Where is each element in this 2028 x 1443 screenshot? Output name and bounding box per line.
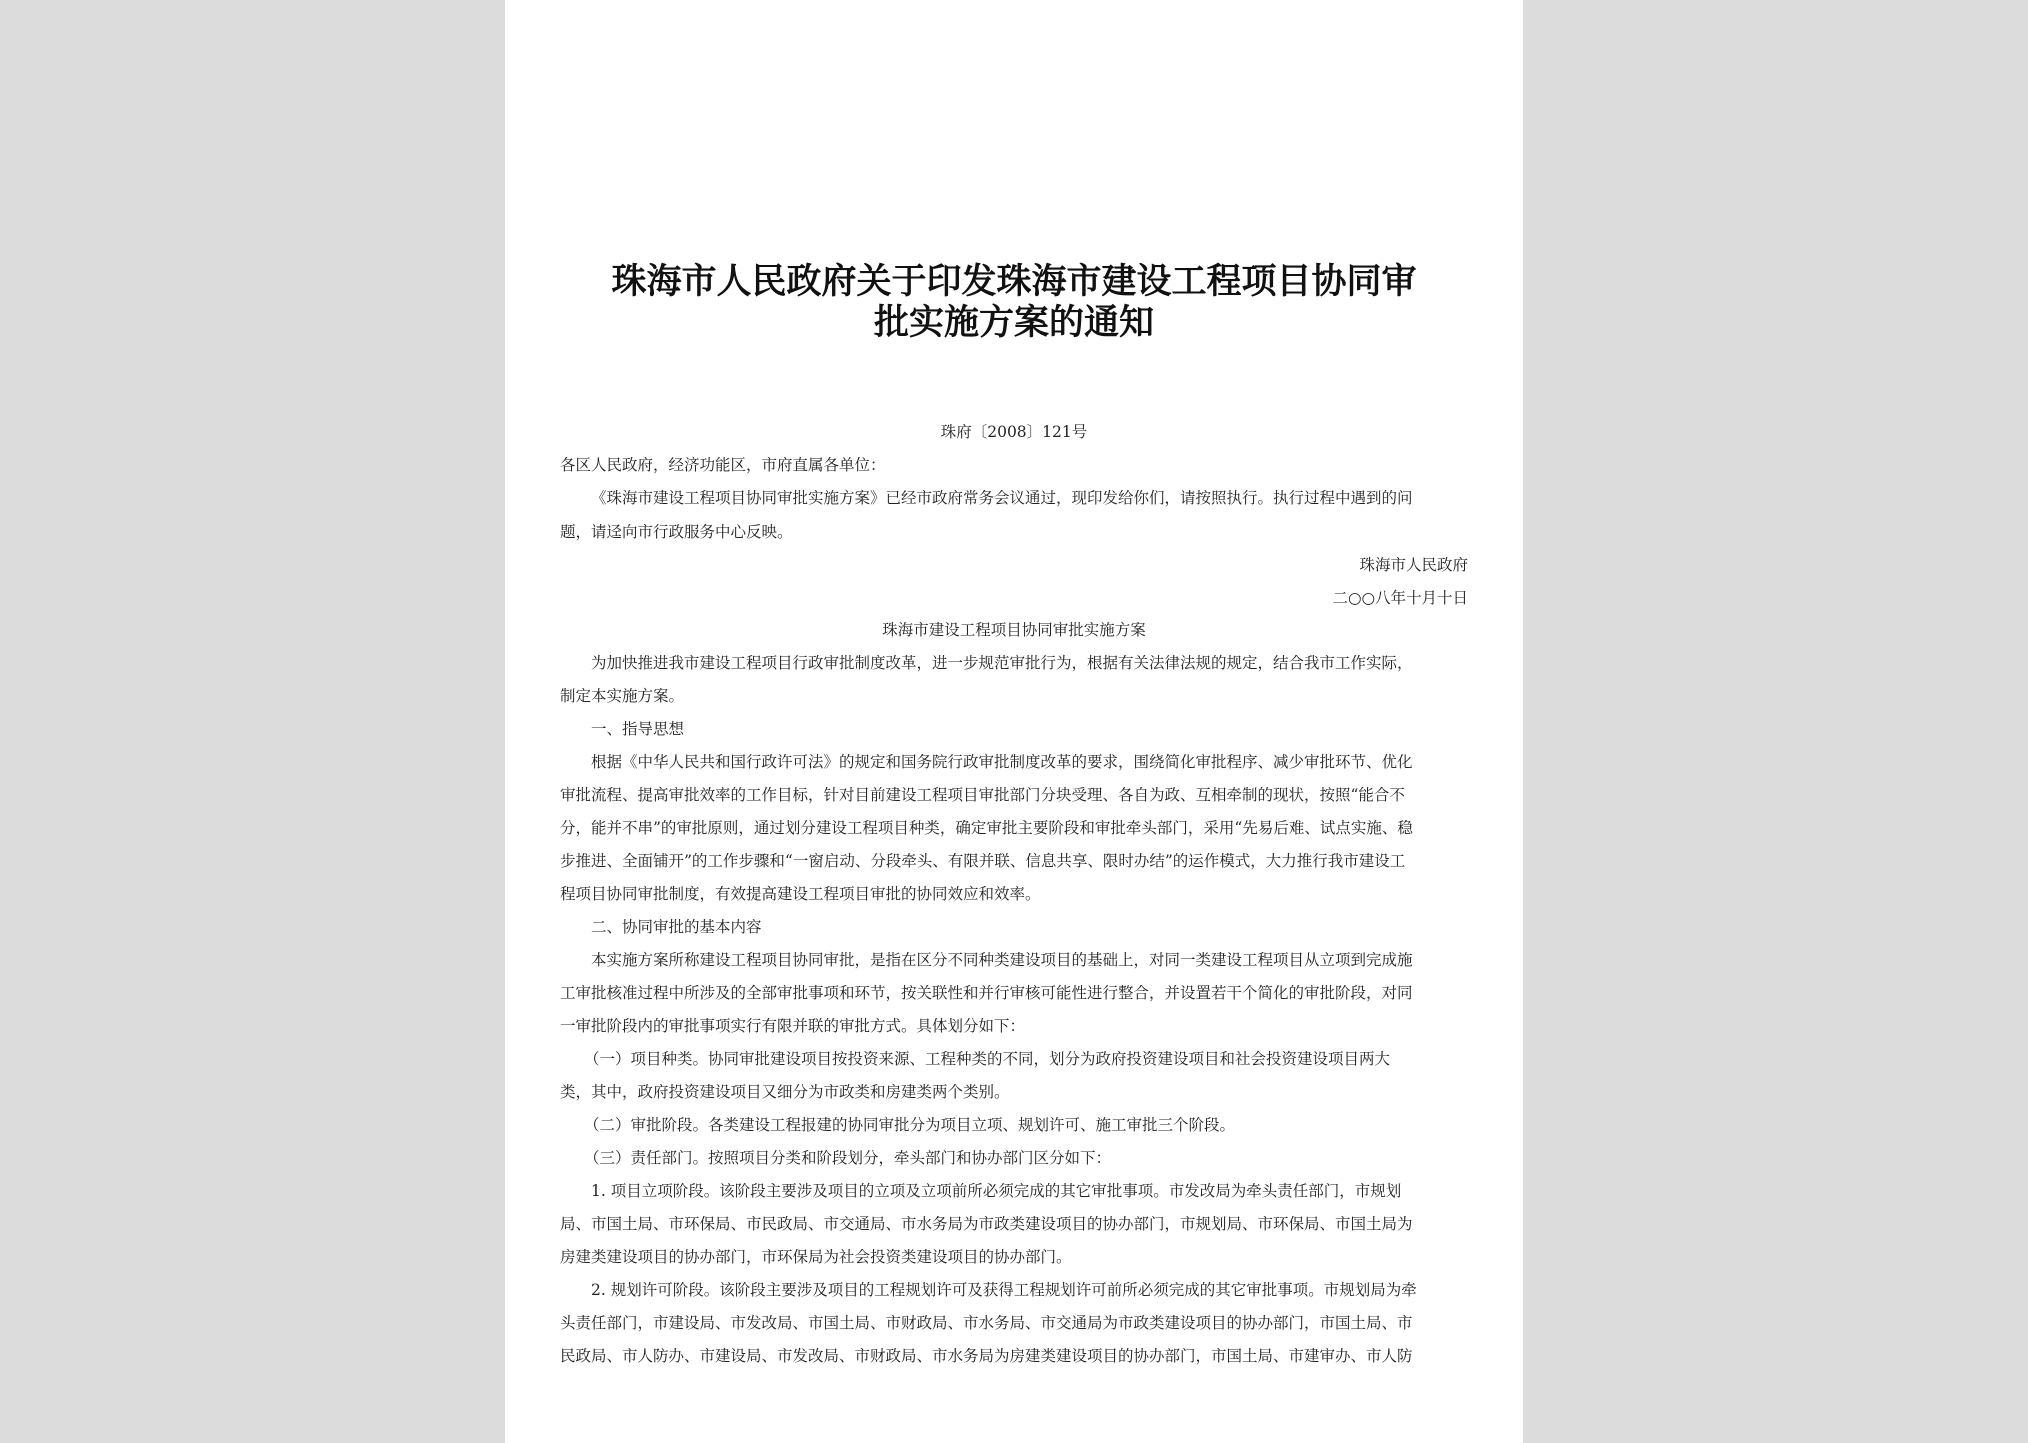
paragraph-line: （二）审批阶段。各类建设工程报建的协同审批分为项目立项、规划许可、施工审批三个阶段。	[584, 1116, 1236, 1134]
paragraph-line: 民政局、市人防办、市建设局、市发改局、市财政局、市水务局为房建类建设项目的协办部门，市国土局、市建审办、市人防	[560, 1347, 1413, 1365]
paragraph-line: 为加快推进我市建设工程项目行政审批制度改革，进一步规范审批行为，根据有关法律法规的规定，结合我市工作实际，	[591, 654, 1413, 672]
paragraph-line: 2. 规划许可阶段。该阶段主要涉及项目的工程规划许可及获得工程规划许可前所必须完成的其它审批事项。市规划局为牵	[591, 1281, 1417, 1299]
addressee-line: 各区人民政府，经济功能区，市府直属各单位：	[560, 456, 886, 474]
paragraph-line: 根据《中华人民共和国行政许可法》的规定和国务院行政审批制度改革的要求，围绕简化审批程序、减少审批环节、优化	[591, 753, 1413, 771]
paragraph-line: 工审批核准过程中所涉及的全部审批事项和环节，按关联性和并行审核可能性进行整合，并设置若干个简化的审批阶段，对同	[560, 984, 1413, 1002]
title-line-1: 珠海市人民政府关于印发珠海市建设工程项目协同审	[611, 262, 1417, 302]
paragraph-line: 步推进、全面铺开”的工作步骤和“一窗启动、分段牵头、有限并联、信息共享、限时办结”的运作模式，大力推行我市建设工	[560, 852, 1406, 870]
paragraph-line: 本实施方案所称建设工程项目协同审批，是指在区分不同种类建设项目的基础上，对同一类建设工程项目从立项到完成施	[591, 951, 1413, 969]
section-heading: 一、指导思想	[591, 720, 685, 738]
paragraph-line: 1. 项目立项阶段。该阶段主要涉及项目的立项及立项前所必须完成的其它审批事项。市发改局为牵头责任部门，市规划	[591, 1182, 1402, 1200]
paragraph-line: 一审批阶段内的审批事项实行有限并联的审批方式。具体划分如下：	[560, 1017, 1026, 1035]
paragraph-line: 《珠海市建设工程项目协同审批实施方案》已经市政府常务会议通过，现印发给你们，请按照执行。执行过程中遇到的问	[591, 489, 1413, 507]
paragraph-line: 头责任部门，市建设局、市发改局、市国土局、市财政局、市水务局、市交通局为市政类建设项目的协办部门，市国土局、市	[560, 1314, 1413, 1332]
paragraph-line: 程项目协同审批制度，有效提高建设工程项目审批的协同效应和效率。	[560, 885, 1041, 903]
paragraph-line: 题，请迳向市行政服务中心反映。	[560, 523, 793, 541]
paragraph-line: （三）责任部门。按照项目分类和阶段划分，牵头部门和协办部门区分如下：	[584, 1149, 1112, 1167]
paragraph-line: 局、市国土局、市环保局、市民政局、市交通局、市水务局为市政类建设项目的协办部门，市规划局、市环保局、市国土局为	[560, 1215, 1413, 1233]
paragraph-line: 房建类建设项目的协办部门，市环保局为社会投资类建设项目的协办部门。	[560, 1248, 1072, 1266]
document-title	[560, 262, 1468, 344]
signature-issuer: 珠海市人民政府	[1359, 556, 1468, 574]
document-number: 珠府〔2008〕121号	[940, 423, 1088, 441]
document-page	[505, 0, 1523, 1443]
paragraph-line: （一）项目种类。协同审批建设项目按投资来源、工程种类的不同，划分为政府投资建设项目和社会投资建设项目两大	[584, 1050, 1391, 1068]
paragraph-line: 分，能并不串”的审批原则，通过划分建设工程项目种类，确定审批主要阶段和审批牵头部门，采用“先易后难、试点实施、稳	[560, 819, 1413, 837]
paragraph-line: 制定本实施方案。	[560, 687, 685, 705]
section-title: 珠海市建设工程项目协同审批实施方案	[882, 621, 1146, 639]
paragraph-line: 类，其中，政府投资建设项目又细分为市政类和房建类两个类别。	[560, 1083, 1010, 1101]
paragraph-line: 审批流程、提高审批效率的工作目标，针对目前建设工程项目审批部门分块受理、各自为政、互相牵制的现状，按照“能合不	[560, 786, 1405, 804]
signature-date: 二○○八年十月十日	[1332, 589, 1468, 607]
section-heading: 二、协同审批的基本内容	[591, 918, 762, 936]
title-line-2: 批实施方案的通知	[873, 303, 1154, 343]
